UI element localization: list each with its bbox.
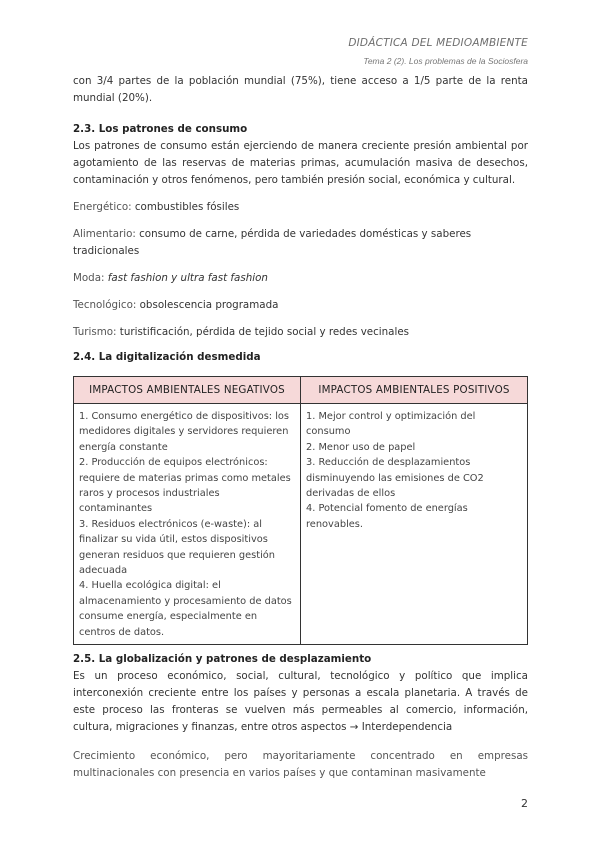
consumo-energetico-label: Energético: [73, 201, 132, 213]
consumo-alimentario-text: consumo de carne, pérdida de variedades domésticas y saberes tradicionales [73, 228, 472, 257]
consumo-alimentario-label: Alimentario: [73, 228, 136, 240]
negative-impact-4: 4. Huella ecológica digital: el almacenamiento y procesamiento de datos consume energía, especialmente en centros de datos. [79, 580, 292, 638]
page-content [73, 73, 528, 782]
consumo-moda-text: fast fashion y ultra fast fashion [107, 272, 268, 284]
section-2-5-growth: Crecimiento económico, pero mayoritariamente concentrado en empresas multinacionales con presencia en varios países y que contaminan masivamente [73, 750, 528, 780]
consumo-energetico-text: combustibles fósiles [131, 201, 240, 213]
positive-impact-2: 2. Menor uso de papel [306, 441, 416, 453]
consumo-alimentario [73, 226, 528, 260]
positive-impact-3: 3. Reducción de desplazamientos disminuyendo las emisiones de CO2 derivadas de ellos [306, 457, 484, 500]
section-2-3-body: Los patrones de consumo están ejerciendo de manera creciente presión ambiental por agotamiento de las reservas de materias primas, acumulación masiva de desechos, contaminación y otros fenómenos, pero también presión social, económica y cultural. [73, 140, 528, 186]
consumo-turismo-text: turistificación, pérdida de tejido social y redes vecinales [116, 326, 410, 338]
header-title: DIDÁCTICA DEL MEDIOAMBIENTE [348, 37, 528, 49]
header-subtitle: Tema 2 (2). Los problemas de la Sociosfera [363, 56, 528, 66]
positive-impacts-cell [301, 404, 528, 645]
section-2-3-heading: 2.3. Los patrones de consumo [73, 123, 248, 135]
consumo-tecnologico-text: obsolescencia programada [136, 299, 279, 311]
section-2-4-heading: 2.4. La digitalización desmedida [73, 351, 261, 363]
consumo-tecnologico-label: Tecnológico: [73, 299, 137, 311]
impacts-table [73, 376, 528, 645]
negative-impact-1: 1. Consumo energético de dispositivos: los medidores digitales y servidores requieren energía constante [79, 411, 290, 453]
page-number: 2 [521, 797, 528, 810]
negative-impact-2: 2. Producción de equipos electrónicos: requiere de materias primas como metales raros y procesos industriales contaminantes [79, 457, 291, 515]
positive-impact-4: 4. Potencial fomento de energías renovables. [306, 503, 468, 530]
section-2-5-heading: 2.5. La globalización y patrones de desplazamiento [73, 653, 372, 666]
consumo-moda [73, 270, 528, 287]
header-negative: IMPACTOS AMBIENTALES NEGATIVOS [74, 377, 301, 404]
impacts-table-header-row [74, 377, 528, 404]
consumo-tecnologico [73, 297, 528, 314]
negative-impact-3: 3. Residuos electrónicos (e-waste): al finalizar su vida útil, estos dispositivos generan residuos que requieren gestión adecuada [79, 518, 276, 577]
consumo-turismo-label: Turismo: [73, 326, 117, 338]
consumo-energetico [73, 199, 528, 216]
positive-impact-1: 1. Mejor control y optimización del consumo [306, 411, 476, 438]
header-positive: IMPACTOS AMBIENTALES POSITIVOS [301, 377, 528, 404]
consumo-turismo [73, 324, 528, 341]
consumo-moda-label: Moda: [73, 272, 105, 284]
impacts-table-row [74, 404, 528, 645]
section-2-5-body: Es un proceso económico, social, cultural, tecnológico y político que implica interconexión creciente entre los países y personas a escala planetaria. A través de este proceso las fronteras se vuelven más permeables al comercio, información, cultura, migraciones y finanzas, entre otros aspectos → Interdependencia [73, 670, 528, 734]
intro-paragraph: con 3/4 partes de la población mundial (75%), tiene acceso a 1/5 parte de la renta mundial (20%). [73, 75, 528, 104]
negative-impacts-cell [74, 404, 301, 645]
